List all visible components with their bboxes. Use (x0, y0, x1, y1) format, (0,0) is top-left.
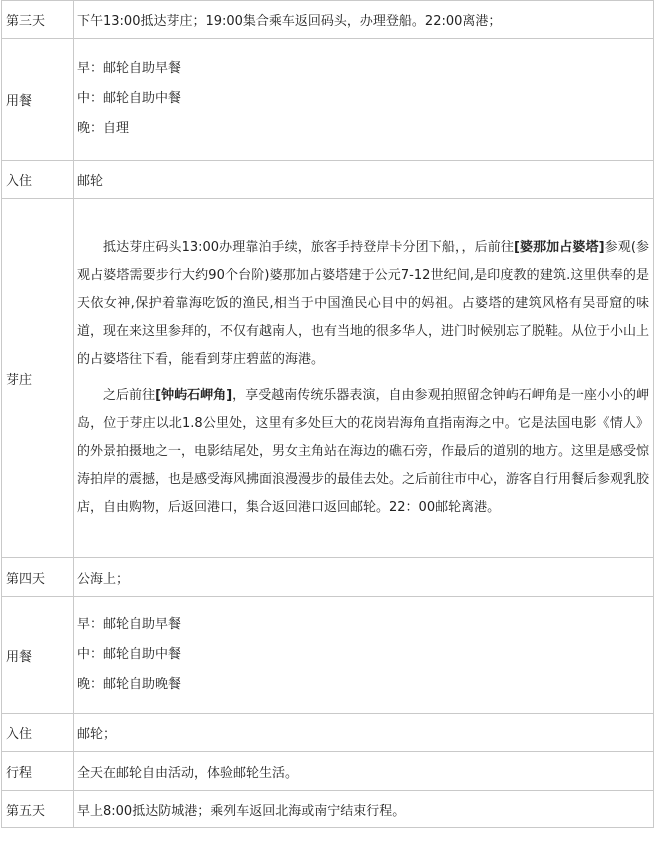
itinerary-table (1, 0, 654, 828)
p2-body: ，享受越南传统乐器表演，自由参观拍照留念钟屿石岬角是一座小小的岬岛，位于芽庄以北1.8公里处，这里有多处巨大的花岗岩海角直指南海之中。它是法国电影《情人》的外景拍摄地之一，电影结尾处，男女主角站在海边的礁石旁，作最后的道别的地方。这里是感受惊涛拍岸的震撼，也是感受海风拂面浪漫漫步的最佳去处。之后前往市中心，游客自行用餐后参观乳胶店，自由购物，后返回港口，集合返回港口返回邮轮。22：00邮轮离港。 (77, 388, 650, 515)
day5-row (2, 791, 654, 828)
day5-label: 第五天 (2, 791, 74, 828)
stay-row-day4 (2, 714, 654, 752)
day4-row (2, 558, 654, 597)
stay-label: 入住 (2, 714, 74, 752)
breakfast-text: 早：邮轮自助早餐 (77, 61, 182, 76)
meals-cell (74, 39, 654, 161)
stay-label: 入住 (2, 161, 74, 199)
po-nagar-title: [婆那加占婆塔] (513, 240, 605, 255)
day4-schedule: 公海上； (74, 558, 654, 597)
lunch-text: 中：邮轮自助中餐 (77, 646, 182, 662)
stay-text: 邮轮； (74, 714, 654, 752)
meals-label: 用餐 (2, 597, 74, 714)
nhatrang-description (74, 199, 654, 558)
itinerary-row-day4 (2, 752, 654, 791)
nhatrang-row (2, 199, 654, 558)
trip-label: 行程 (2, 752, 74, 791)
po-nagar-paragraph (77, 234, 649, 374)
day3-label: 第三天 (2, 1, 74, 39)
meals-row-day4 (2, 597, 654, 714)
meals-label: 用餐 (2, 39, 74, 161)
stay-text: 邮轮 (74, 161, 654, 199)
meals-cell (74, 597, 654, 714)
meals-row-day3 (2, 39, 654, 161)
hon-chong-paragraph (77, 382, 649, 522)
trip-text: 全天在邮轮自由活动，体验邮轮生活。 (74, 752, 654, 791)
hon-chong-title: [钟屿石岬角] (155, 388, 233, 403)
breakfast-text: 早：邮轮自助早餐 (77, 616, 182, 632)
dinner-text: 晚：邮轮自助晚餐 (77, 676, 182, 692)
day3-row (2, 1, 654, 39)
nhatrang-label: 芽庄 (2, 199, 74, 558)
p1-intro: 抵达芽庄码头13:00办理靠泊手续，旅客手持登岸卡分团下船，，后前往 (103, 240, 514, 255)
day3-schedule: 下午13:00抵达芽庄；19:00集合乘车返回码头，办理登船。22:00离港； (74, 1, 654, 39)
p1-body: 参观(参观占婆塔需要步行大约90个台阶)婆那加占婆塔建于公元7-12世纪间,是印度教的建筑.这里供奉的是天依女神,保护着靠海吃饭的渔民,相当于中国渔民心目中的妈祖。占婆塔的建筑风格有吴哥窟的味道，现在来这里参拜的，不仅有越南人，也有当地的很多华人，进门时候别忘了脱鞋。从位于小山上的占婆塔往下看，能看到芽庄碧蓝的海港。 (77, 240, 650, 367)
p2-intro: 之后前往 (103, 388, 156, 403)
day4-label: 第四天 (2, 558, 74, 597)
lunch-text: 中：邮轮自助中餐 (77, 91, 182, 106)
stay-row-day3 (2, 161, 654, 199)
day5-schedule: 早上8:00抵达防城港；乘列车返回北海或南宁结束行程。 (74, 791, 654, 828)
dinner-text: 晚：自理 (77, 121, 130, 136)
